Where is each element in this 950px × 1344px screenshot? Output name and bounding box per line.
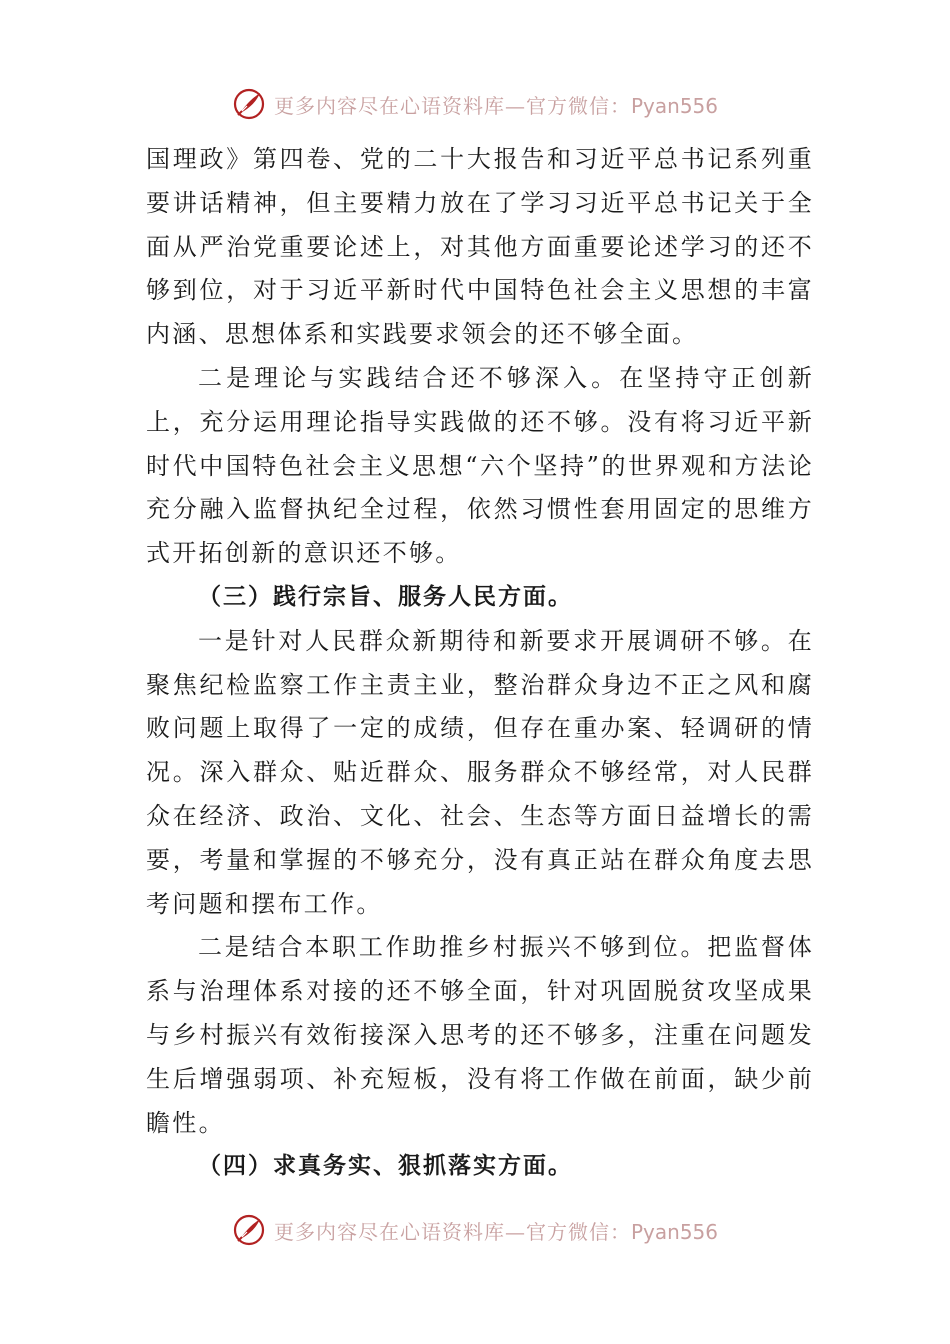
watermark-wechat-id: Pyan556 xyxy=(630,93,718,118)
quill-logo-icon xyxy=(232,1213,266,1247)
paragraph-research: 一是针对人民群众新期待和新要求开展调研不够。在聚焦纪检监察工作主责主业，整治群众身边不正之风和腐败问题上取得了一定的成绩，但存在重办案、轻调研的情况。深入群众、贴近群众、服务群众不够经常，对人民群众在经济、政治、文化、社会、生态等方面日益增长的需要，考量和掌握的不够充分，没有真正站在群众角度去思考问题和摆布工作。 xyxy=(146,626,814,918)
watermark-text: 更多内容尽在心语资料库—官方微信：Pyan556 xyxy=(273,1219,718,1244)
quill-logo-icon xyxy=(232,87,266,121)
document-body xyxy=(146,138,814,1189)
paragraph-theory-practice: 二是理论与实践结合还不够深入。在坚持守正创新上，充分运用理论指导实践做的还不够。没有将习近平新时代中国特色社会主义思想“六个坚持”的世界观和方法论充分融入监督执纪全过程，依然习惯性套用固定的思维方式开拓创新的意识还不够。 xyxy=(146,363,814,568)
watermark-banner-bottom xyxy=(0,1210,950,1250)
watermark-wechat-id: Pyan556 xyxy=(630,1219,718,1244)
watermark-text: 更多内容尽在心语资料库—官方微信：Pyan556 xyxy=(273,93,718,118)
watermark-banner-top xyxy=(0,84,950,124)
paragraph-rural-revitalization: 二是结合本职工作助推乡村振兴不够到位。把监督体系与治理体系对接的还不够全面，针对巩固脱贫攻坚成果与乡村振兴有效衔接深入思考的还不够多，注重在问题发生后增强弱项、补充短板，没有将工作做在前面，缺少前瞻性。 xyxy=(146,933,814,1137)
section-heading-4: （四）求真务实、狠抓落实方面。 xyxy=(198,1153,573,1180)
paragraph-study-theory: 国理政》第四卷、党的二十大报告和习近平总书记系列重要讲话精神，但主要精力放在了学习习近平总书记关于全面从严治党重要论述上，对其他方面重要论述学习的还不够到位，对于习近平新时代中国特色社会主义思想的丰富内涵、思想体系和实践要求领会的还不够全面。 xyxy=(146,145,814,349)
section-heading-3: （三）践行宗旨、服务人民方面。 xyxy=(198,583,573,610)
